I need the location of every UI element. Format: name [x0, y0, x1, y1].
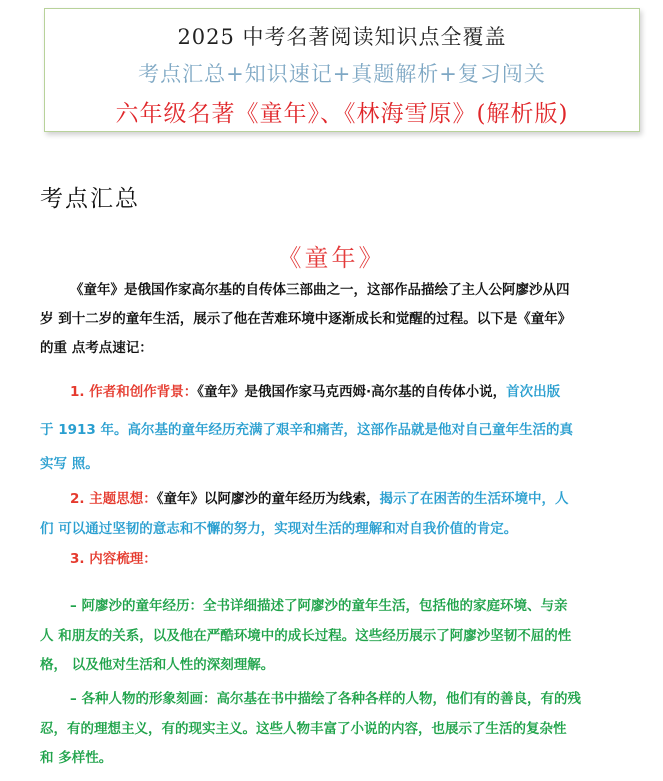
banner-subtitle: 考点汇总+知识速记+真题解析+复习闯关	[138, 62, 546, 86]
item-2-text: 《童年》以阿廖沙的童年经历为线索，	[156, 491, 380, 507]
item-1-highlight: 首次出版	[506, 384, 561, 400]
item-1-line-2: 于 1913 年。高尔基的童年经历充满了艰辛和痛苦，这部作品就是他对自己童年生活的真	[40, 422, 573, 438]
item-2-line-1	[70, 493, 568, 507]
banner-book-line: 六年级名著《童年》、《林海雪原》(解析版)	[115, 101, 569, 127]
item-1-text: 《童年》是俄国作家马克西姆·高尔基的自传体小说，	[197, 384, 507, 400]
sub-1-line-3: 格， 以及他对生活和人性的深刻理解。	[40, 657, 275, 673]
item-1-line-3: 实写 照。	[40, 456, 99, 472]
sub-1-line-2: 人 和朋友的关系，以及他在严酷环境中的成长过程。这些经历展示了阿廖沙坚韧不屈的性	[40, 628, 572, 644]
item-2-line-2: 们 可以通过坚韧的意志和不懈的努力，实现对生活的理解和对自我价值的肯定。	[40, 521, 518, 537]
section-title: 考点汇总	[40, 186, 140, 212]
intro-line-2: 岁 到十二岁的童年生活，展示了他在苦难环境中逐渐成长和觉醒的过程。以下是《童年》	[40, 311, 572, 327]
sub-2-line-3: 和 多样性。	[40, 750, 113, 766]
item-2-highlight: 揭示了在困苦的生活环境中，人	[379, 491, 569, 507]
sub-2-line-2: 忍，有的理想主义，有的现实主义。这些人物丰富了小说的内容，也展示了生活的复杂性	[40, 721, 567, 737]
item-2-label: 2. 主题思想：	[70, 491, 157, 507]
sub-2-line-1: – 各种人物的形象刻画：高尔基在书中描绘了各种各样的人物，他们有的善良，有的残	[70, 691, 581, 707]
intro-line-1: 《童年》是俄国作家高尔基的自传体三部曲之一，这部作品描绘了主人公阿廖沙从四	[70, 282, 570, 298]
item-1-line-1	[70, 386, 560, 400]
book-title: 《童年》	[277, 244, 386, 272]
sub-1-line-1: – 阿廖沙的童年经历：全书详细描述了阿廖沙的童年生活，包括他的家庭环境、与亲	[70, 598, 568, 614]
intro-line-3: 的重 点考点速记：	[40, 340, 153, 356]
title-banner	[44, 8, 640, 132]
banner-title: 2025 中考名著阅读知识点全覆盖	[177, 25, 507, 49]
item-3-label: 3. 内容梳理：	[70, 551, 157, 567]
item-1-label: 1. 作者和创作背景：	[70, 384, 198, 400]
